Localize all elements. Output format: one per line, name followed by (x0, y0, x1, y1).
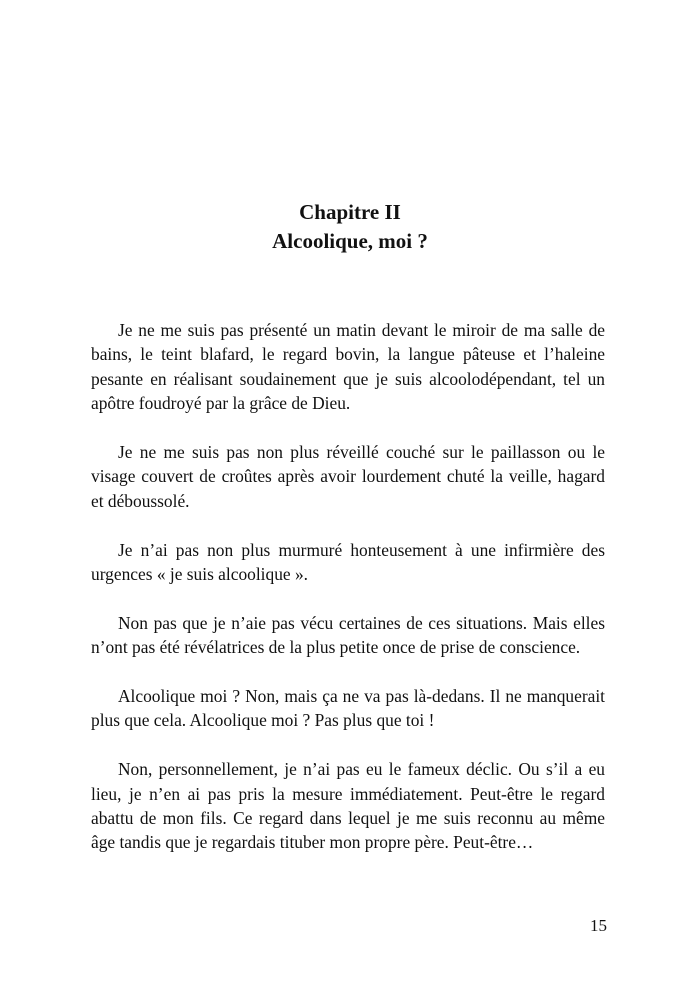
paragraph: Je ne me suis pas non plus réveillé couché sur le paillasson ou le visage couvert de croûtes après avoir lourdement chuté la veille, hagard et déboussolé. (91, 442, 605, 511)
chapter-number: Chapitre II (299, 200, 401, 224)
chapter-heading (0, 198, 700, 256)
paragraph: Non pas que je n’aie pas vécu certaines de ces situations. Mais elles n’ont pas été révélatrices de la plus petite once de prise de conscience. (91, 612, 605, 658)
paragraph: Je n’ai pas non plus murmuré honteusement à une infirmière des urgences « je suis alcoolique ». (91, 539, 605, 585)
paragraph: Je ne me suis pas présenté un matin devant le miroir de ma salle de bains, le teint blafard, le regard bovin, la langue pâteuse et l’haleine pesante en réalisant soudainement que je suis alcoolodépendant, tel un apôtre foudroyé par la grâce de Dieu. (91, 320, 605, 414)
paragraph: Alcoolique moi ? Non, mais ça ne va pas là-dedans. Il ne manquerait plus que cela. Alcoolique moi ? Pas plus que toi ! (91, 686, 605, 731)
body-text (91, 318, 605, 879)
paragraph: Non, personnellement, je n’ai pas eu le fameux déclic. Ou s’il a eu lieu, je n’en ai pas pris la mesure immédiatement. Peut-être le regard abattu de mon fils. Ce regard dans lequel je me suis reconnu au même âge tandis que je regardais tituber mon propre père. Peut-être… (91, 759, 605, 853)
chapter-title: Alcoolique, moi ? (272, 229, 428, 253)
page-number: 15 (590, 916, 607, 935)
